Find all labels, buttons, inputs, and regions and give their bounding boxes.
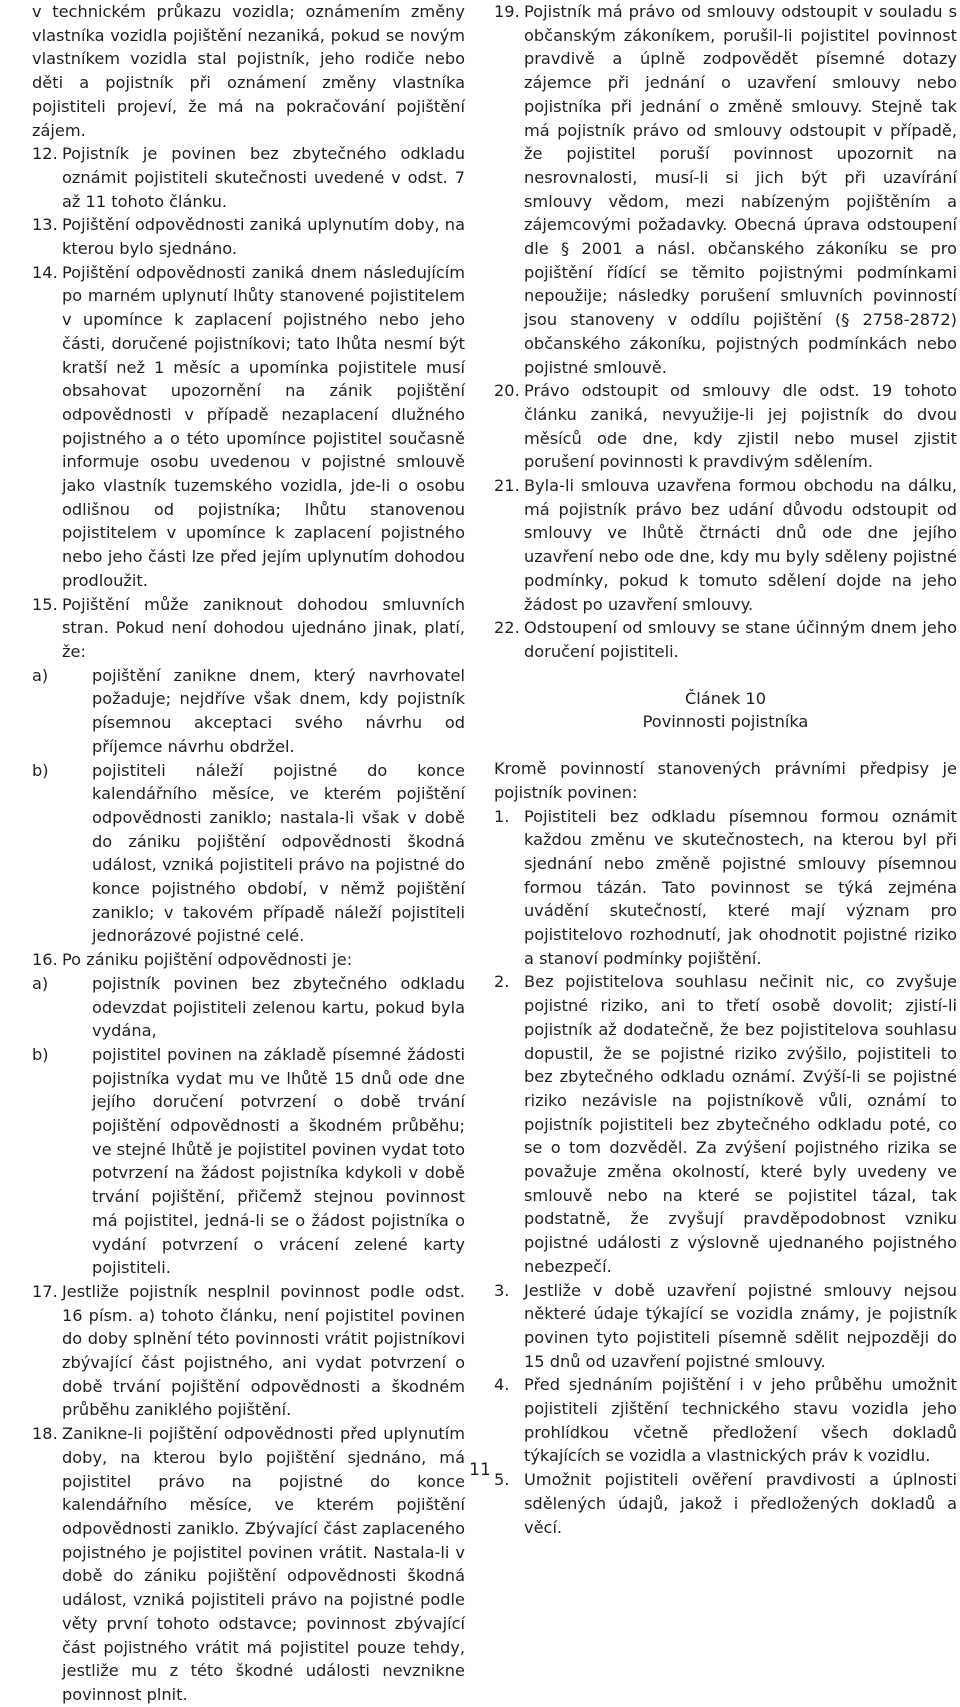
- subclause-15b: [32, 759, 465, 949]
- clause-number: 20.: [494, 381, 520, 401]
- subclause-letter: a): [32, 665, 49, 685]
- subclause-15a: [32, 664, 465, 759]
- duty-text: Pojistiteli bez odkladu písemnou formou oznámit každou změnu ve skutečnostech, na kterou byl při sjednání nebo změně pojistné smlouvy písemnou formou tázán. Tato povinnost se týká zejména uvádění skutečností, které mají význam pro pojistitelovo rozhodnutí, jak ohodnotit pojistné riziko a stanoví podmínky pojištění.: [524, 806, 957, 968]
- subclause-letter: a): [32, 973, 49, 993]
- duty-text: Umožnit pojistiteli ověření pravdivosti a úplnosti sdělených údajů, jakož i předložených dokladů a věcí.: [524, 1470, 957, 1537]
- clause-text: Po zániku pojištění odpovědnosti je:: [62, 950, 353, 970]
- duty-text: Před sjednáním pojištění i v jeho průběhu umožnit pojistiteli zjištění technického stavu vozidla jeho prohlídkou včetně předložení všech dokladů týkajících se vozidla a vlastnických práv k vozidlu.: [524, 1375, 957, 1466]
- clause-text: Pojištění odpovědnosti zaniká uplynutím doby, na kterou bylo sjednáno.: [62, 215, 465, 259]
- clause-21: [494, 474, 957, 616]
- duty-number: 4.: [494, 1375, 510, 1395]
- clause-number: 14.: [32, 262, 58, 282]
- duty-number: 2.: [494, 972, 510, 992]
- subclause-text: pojistiteli náleží pojistné do konce kalendářního měsíce, ve kterém pojištění odpovědnosti zaniklo; nastala-li však v době do zániku pojištění odpovědnosti škodná událost, vzniká pojistiteli právo na pojistné do konce pojistného období, v němž pojištění zaniklo; v takovém případě náleží pojistiteli jednorázové pojistné celé.: [92, 760, 465, 946]
- left-column: [32, 0, 465, 1707]
- clause-15: [32, 593, 465, 664]
- subclause-16b: [32, 1043, 465, 1280]
- clause-17: [32, 1280, 465, 1422]
- article-subtitle: Povinnosti pojistníka: [642, 712, 809, 732]
- duty-text: Bez pojistitelova souhlasu nečinit nic, co zvyšuje pojistné riziko, ani to třetí osobě dovolit; zjistí-li pojistník až dodatečně, že bez pojistitelova souhlasu dopustil, že se pojistné riziko zvýšilo, pojistiteli to bez zbytečného odkladu oznámí. Zvýší-li se pojistné riziko nezávisle na pojistníkově vůli, oznámí to pojistník pojistiteli bez zbytečného odkladu poté, co se o tom dozvěděl. Za zvýšení pojistného rizika se považuje změna okolností, které byly uvedeny ve smlouvě nebo na které se pojistitel tázal, tak podstatně, že zvyšují pravděpodobnost vzniku pojistné události z výslovně ujednaného pojistného nebezpečí.: [524, 972, 957, 1276]
- clause-number: 19.: [494, 2, 520, 21]
- spacer: [494, 734, 957, 757]
- subclause-letter: b): [32, 760, 49, 780]
- clause-text: Pojištění může zaniknout dohodou smluvních stran. Pokud není dohodou ujednáno jinak, platí, že:: [62, 594, 465, 661]
- duty-3: [494, 1279, 957, 1374]
- duty-2: [494, 970, 957, 1278]
- spacer: [494, 664, 957, 687]
- clause-16: [32, 948, 465, 972]
- clause-text: Jestliže pojistník nesplnil povinnost podle odst. 16 písm. a) tohoto článku, není pojistitel povinen do doby splnění této povinnosti vrátit pojistníkovi zbývající část pojistného, ani vydat potvrzení o době trvání pojištění odpovědnosti a škodném průběhu zaniklého pojištění.: [62, 1281, 465, 1420]
- clause-text: Pojištění odpovědnosti zaniká dnem následujícím po marném uplynutí lhůty stanovené pojistitelem v upomínce k zaplacení pojistného nebo jeho části, doručené pojistníkovi; tato lhůta nesmí být kratší než 1 měsíc a upomínka pojistitele musí obsahovat upozornění na zánik pojištění odpovědnosti v případě nezaplacení dlužného pojistného a o této upomínce pojistitel současně informuje osobu uvedenou v pojistné smlouvě jako vlastník tuzemského vozidla, jde-li o osobu odlišnou od pojistníka; lhůtu stanovenou pojistitelem v upomínce k zaplacení pojistného nebo jeho části lze před jejím uplynutím dohodou prodloužit.: [62, 262, 465, 590]
- paragraph-intro: v technickém průkazu vozidla; oznámením změny vlastníka vozidla pojištění nezaniká, pokud se novým vlastníkem vozidla stal pojistník, jeho rodiče nebo děti a pojistník při oznámení změny vlastníka pojistiteli projeví, že má na pokračování pojištění zájem.: [32, 2, 465, 140]
- clause-13: [32, 213, 465, 260]
- subclause-text: pojistník povinen bez zbytečného odkladu odevzdat pojistiteli zelenou kartu, pokud byla vydána,: [92, 973, 465, 1041]
- clause-text: Byla-li smlouva uzavřena formou obchodu na dálku, má pojistník právo bez udání důvodu odstoupit od smlouvy ve lhůtě čtrnácti dnů ode dne jejího uzavření nebo ode dne, kdy mu byly sděleny pojistné podmínky, pokud k tomuto sdělení dojde na jeho žádost po uzavření smlouvy.: [524, 476, 957, 614]
- page-number: 11: [469, 1460, 491, 1480]
- article-intro: Kromě povinností stanovených právními předpisy je pojistník povinen:: [494, 759, 957, 802]
- clause-text: Pojistník má právo od smlouvy odstoupit v souladu s občanským zákoníkem, porušil-li pojistitel povinnost pravdivě a úplně zodpovědět písemné dotazy zájemce při jednání o uzavření smlouvy nebo pojistníka při jednání o změně smlouvy. Stejně tak má pojistník právo od smlouvy odstoupit v případě, že pojistitel poruší povinnost upozornit na nesrovnalosti, musí-li si jich být při uzavírání smlouvy vědom, mezi nabízeným pojištěním a zájemcovými požadavky. Obecná úprava odstoupení dle § 2001 a násl. občanského zákoníku se pro pojištění řídící se těmito pojistnými podmínkami nepoužije; následky porušení smluvních povinností jsou stanoveny v oddílu pojištění (§ 2758-2872) občanského zákoníku, pojistných podmínkách nebo pojistné smlouvě.: [524, 2, 957, 377]
- clause-15-subs: [32, 664, 465, 948]
- clause-16-subs: [32, 972, 465, 1280]
- clause-number: 15.: [32, 594, 58, 614]
- duty-4: [494, 1373, 957, 1468]
- clause-number: 22.: [494, 618, 520, 638]
- subclause-letter: b): [32, 1044, 49, 1064]
- clause-text: Odstoupení od smlouvy se stane účinným dnem jeho doručení pojistiteli.: [524, 618, 957, 661]
- clause-number: 12.: [32, 144, 58, 164]
- duty-text: Jestliže v době uzavření pojistné smlouvy nejsou některé údaje týkající se vozidla známy, je pojistník povinen tyto pojistiteli písemně sdělit nejpozději do 15 dnů od uzavření pojistné smlouvy.: [524, 1280, 957, 1371]
- clause-text: Právo odstoupit od smlouvy dle odst. 19 tohoto článku zaniká, nevyužije-li jej pojistník do dvou měsíců ode dne, kdy zjistil nebo musel zjistit porušení povinnosti k pravdivým sdělením.: [524, 381, 957, 472]
- clause-22: [494, 616, 957, 663]
- duty-1: [494, 805, 957, 971]
- subclause-text: pojistitel povinen na základě písemné žádosti pojistníka vydat mu ve lhůtě 15 dnů ode dne jejího doručení potvrzení o době trvání pojištění odpovědnosti a škodném průběhu; ve stejné lhůtě je pojistitel povinen vydat toto potvrzení na žádost pojistníka kdykoli v době trvání pojištění, přičemž stejnou povinnost má pojistitel, jedná-li se o žádost pojistníka o vydání potvrzení o vrácení zelené karty pojistiteli.: [92, 1044, 465, 1278]
- duty-number: 5.: [494, 1470, 510, 1490]
- right-column: [494, 0, 957, 1539]
- clause-19: [494, 0, 957, 379]
- clause-number: 13.: [32, 215, 58, 235]
- clause-number: 17.: [32, 1281, 58, 1301]
- clause-14: [32, 261, 465, 593]
- clause-number: 21.: [494, 476, 520, 496]
- article-title: Článek 10: [684, 688, 767, 708]
- duty-number: 3.: [494, 1280, 510, 1300]
- duty-number: 1.: [494, 806, 510, 826]
- clause-number: 16.: [32, 950, 58, 970]
- subclause-text: pojištění zanikne dnem, který navrhovatel požaduje; nejdříve však dnem, kdy pojistník písemnou akceptaci svého návrhu od příjemce návrhu obdržel.: [92, 665, 465, 756]
- clause-12: [32, 142, 465, 213]
- clause-text: Pojistník je povinen bez zbytečného odkladu oznámit pojistiteli skutečnosti uvedené v odst. 7 až 11 tohoto článku.: [62, 144, 465, 211]
- clause-number: 18.: [32, 1424, 58, 1444]
- subclause-16a: [32, 972, 465, 1043]
- clause-text: Zanikne-li pojištění odpovědnosti před uplynutím doby, na kterou bylo pojištění sjednáno, má pojistitel právo na pojistné do konce kalendářního měsíce, ve kterém pojištění odpovědnosti zaniklo. Zbývající část zaplaceného pojistného je pojistitel povinen vrátit. Nastala-li v době do zániku pojištění odpovědnosti škodná událost, vzniká pojistiteli právo na pojistné podle věty první tohoto odstavce; povinnost zbývající část pojistného vrátit má pojistitel pouze tehdy, jestliže mu z této škodné události nevznikne povinnost plnit.: [62, 1424, 465, 1704]
- clause-20: [494, 379, 957, 474]
